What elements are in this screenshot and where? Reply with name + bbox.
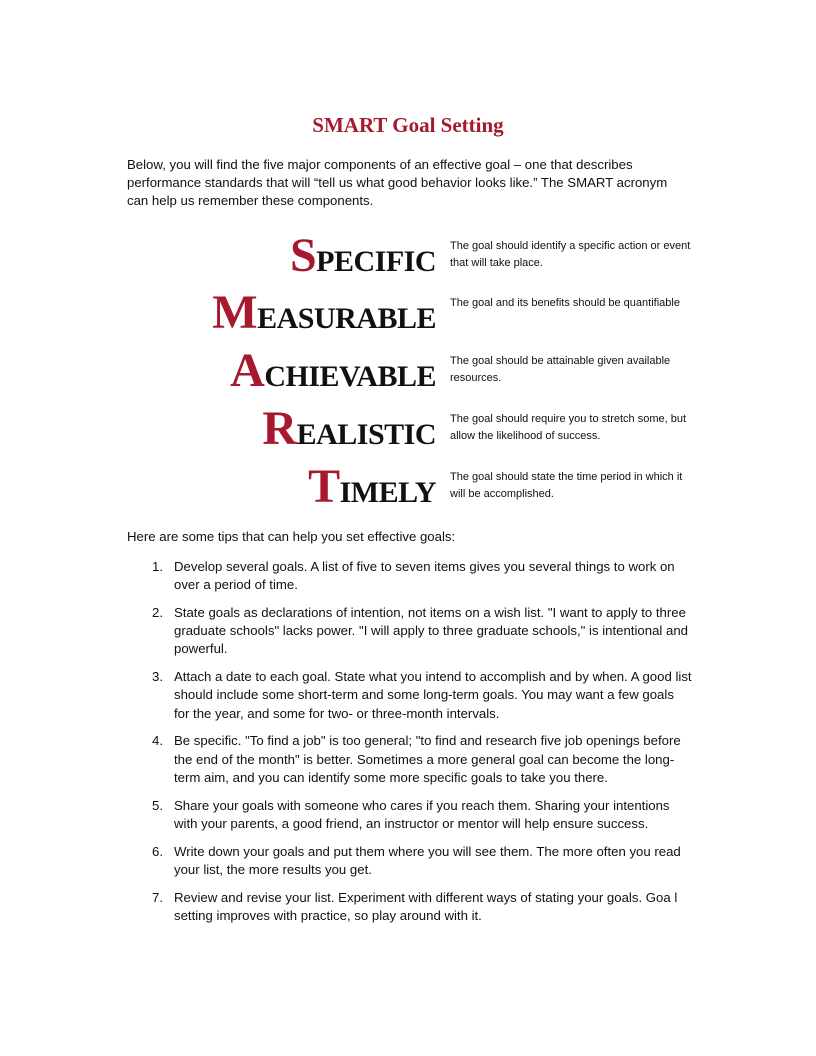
smart-letter: T (308, 460, 340, 513)
list-item (152, 668, 692, 723)
smart-row-timely (0, 461, 816, 517)
smart-word-achievable (230, 344, 436, 397)
smart-description: The goal should identify a specific action or event that will take place. (450, 240, 691, 269)
smart-letter: S (289, 229, 317, 282)
smart-description: The goal should state the time period in which it will be accomplished. (450, 471, 683, 500)
list-text: Be specific. "To find a job" is too general; "to find and research five job openings before the end of the month" is better. Sometimes a more general goal can become the long-term aim, and you can identify some more specific goals to take you there. (174, 733, 681, 785)
list-item (152, 604, 692, 659)
smart-letter: M (212, 286, 258, 339)
list-text: Attach a date to each goal. State what you intend to accomplish and by when. A good list should include some short-term and some long-term goals. You may want a few goals for the year, and some for two- or three-month intervals. (174, 669, 692, 721)
smart-word-specific (289, 229, 436, 282)
smart-word-measurable (212, 286, 436, 339)
smart-row-achievable (0, 345, 816, 401)
smart-row-realistic (0, 403, 816, 459)
list-number: 1. (152, 559, 163, 574)
list-number: 5. (152, 797, 163, 813)
smart-row-measurable (0, 287, 816, 343)
smart-word-timely (308, 460, 436, 513)
smart-word-rest: EASURABLE (257, 302, 436, 335)
list-text: Write down your goals and put them where you will see them. The more often you read your list, the more results you get. (174, 843, 681, 877)
list-text: State goals as declarations of intention, not items on a wish list. "I want to apply to three graduate schools" lacks power. "I will apply to three graduate schools," is intentional and powerful. (174, 605, 688, 657)
smart-row-specific (0, 230, 816, 286)
smart-word-rest: PECIFIC (316, 245, 436, 278)
intro-paragraph: Below, you will find the five major components of an effective goal – one that describes performance standards that will “tell us what good behavior looks like.” The SMART acronym can help us remember these components. (127, 157, 668, 208)
list-item (152, 732, 692, 787)
smart-word-rest: CHIEVABLE (264, 360, 436, 393)
list-item (152, 889, 692, 925)
tips-intro: Here are some tips that can help you set effective goals: (127, 529, 456, 544)
list-item (152, 558, 692, 594)
list-item (152, 797, 692, 833)
page-title: SMART Goal Setting (312, 113, 504, 137)
list-text: Share your goals with someone who cares if you reach them. Sharing your intentions with your parents, a good friend, an instructor or mentor will help ensure success. (174, 797, 670, 831)
smart-letter: A (230, 344, 265, 397)
smart-letter: R (262, 402, 297, 455)
smart-word-rest: IMELY (339, 476, 436, 509)
smart-word-rest: EALISTIC (296, 418, 436, 451)
list-text: Review and revise your list. Experiment with different ways of stating your goals. Goa l setting improves with practice, so play around with it. (174, 889, 678, 923)
smart-word-realistic (262, 402, 436, 455)
list-number: 2. (152, 605, 163, 620)
list-number: 4. (152, 733, 163, 749)
smart-description: The goal should require you to stretch some, but allow the likelihood of success. (450, 413, 687, 442)
list-text: Develop several goals. A list of five to seven items gives you several things to work on over a period of time. (174, 559, 675, 593)
tips-list (152, 558, 692, 935)
list-number: 6. (152, 843, 163, 859)
list-number: 7. (152, 889, 163, 905)
smart-description: The goal should be attainable given available resources. (450, 355, 671, 384)
list-number: 3. (152, 669, 163, 685)
list-item (152, 843, 692, 879)
smart-description: The goal and its benefits should be quantifiable (450, 297, 680, 309)
